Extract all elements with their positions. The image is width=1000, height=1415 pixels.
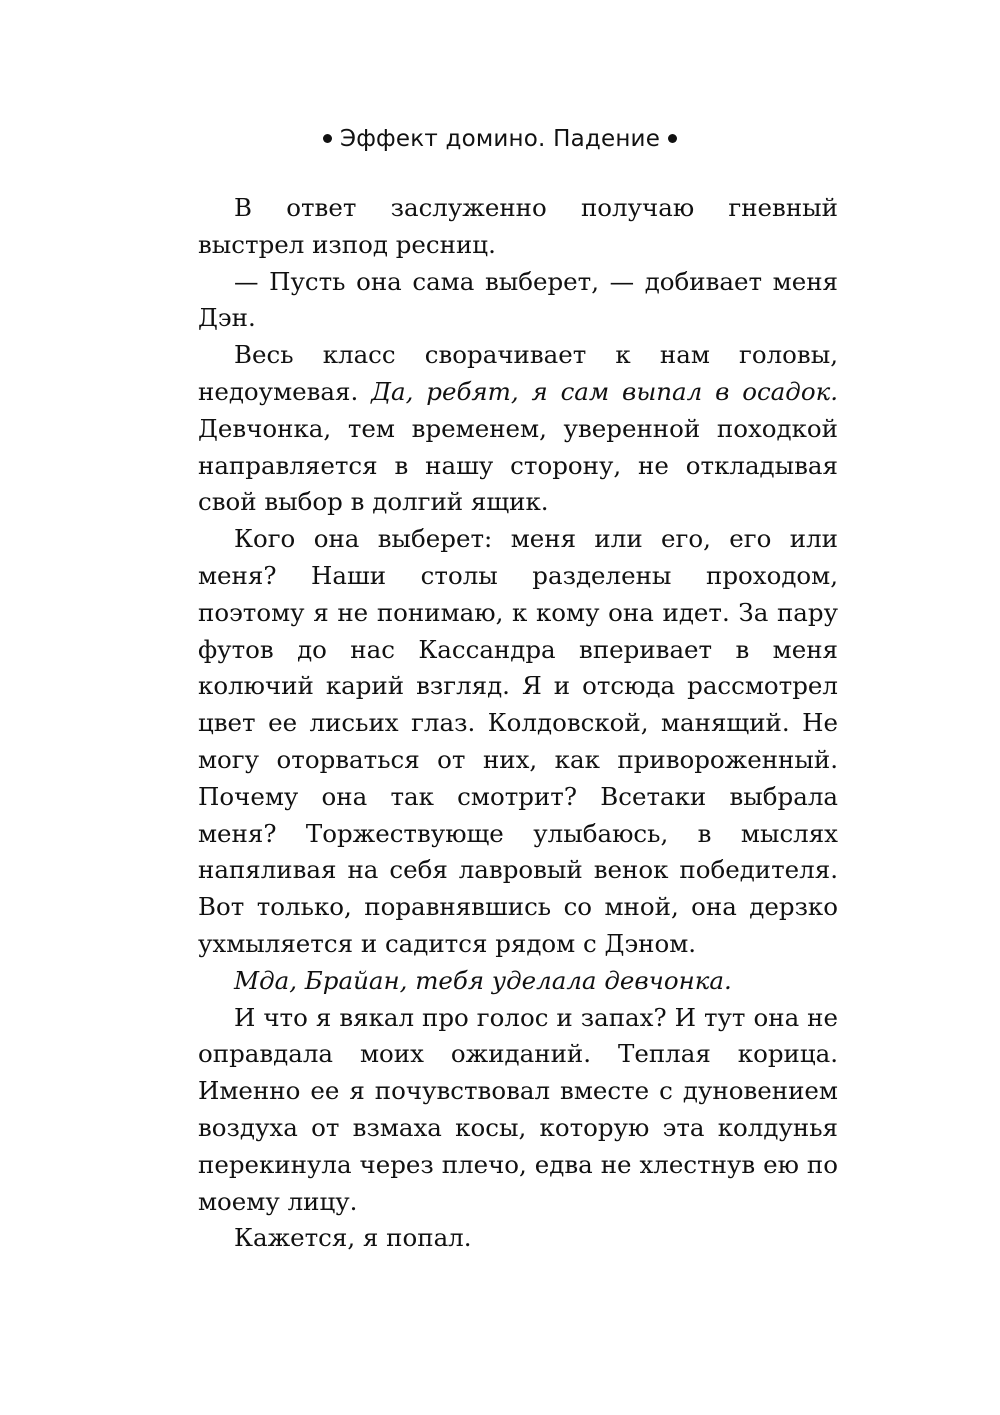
text-run: — Пусть она сама выберет, — добивает меня Дэн. xyxy=(198,266,838,333)
running-title: Эффект домино. Падение xyxy=(339,126,661,152)
text-run: Кого она выберет: меня или его, его или меня? Наши столы разделены проходом, поэтому я не понимаю, к кому она идет. За пару футов до нас Кассандра вперивает в меня колючий карий взгляд. Я и отсюда рассмотрел цвет ее лисьих глаз. Колдовской, манящий. Не могу оторваться от них, как привороженный. Почему она так смотрит? Всетаки выбрала меня? Торжествующе улыбаюсь, в мыслях напяливая на себя лавровый венок победителя. Вот только, поравнявшись со мной, она дерзко ухмыляется и садится рядом с Дэном. xyxy=(198,524,838,958)
paragraph xyxy=(198,264,838,338)
paragraph xyxy=(198,337,838,521)
paragraph xyxy=(198,1220,838,1257)
text-run: Весь класс сворачивает к нам головы, недоумевая. xyxy=(198,340,838,406)
text-run: Кажется, я попал. xyxy=(234,1223,472,1253)
paragraph xyxy=(198,521,838,963)
italic-text: Да, ребят, я сам выпал в осадок. xyxy=(371,376,838,406)
paragraph xyxy=(198,190,838,264)
bullet-dot-icon xyxy=(323,134,332,143)
bullet-dot-icon xyxy=(668,134,677,143)
text-run: В ответ заслуженно получаю гневный выстрел изпод ресниц. xyxy=(198,193,838,259)
text-run: Девчонка, тем временем, уверенной походкой направляется в нашу сторону, не откладывая свой выбор в долгий ящик. xyxy=(198,413,838,517)
paragraph xyxy=(198,1000,838,1221)
body-text xyxy=(198,190,838,1257)
text-run: И что я вякал про голос и запах? И тут она не оправдала моих ожиданий. Теплая корица. Именно ее я почувствовал вместе с дуновением воздуха от взмаха косы, которую эта колдунья перекинула через плечо, едва не хлестнув ею по моему лицу. xyxy=(198,1002,838,1216)
paragraph xyxy=(198,963,838,1000)
running-header xyxy=(0,126,1000,152)
italic-text: Мда, Брайан, тебя уделала девчонка. xyxy=(234,965,732,995)
